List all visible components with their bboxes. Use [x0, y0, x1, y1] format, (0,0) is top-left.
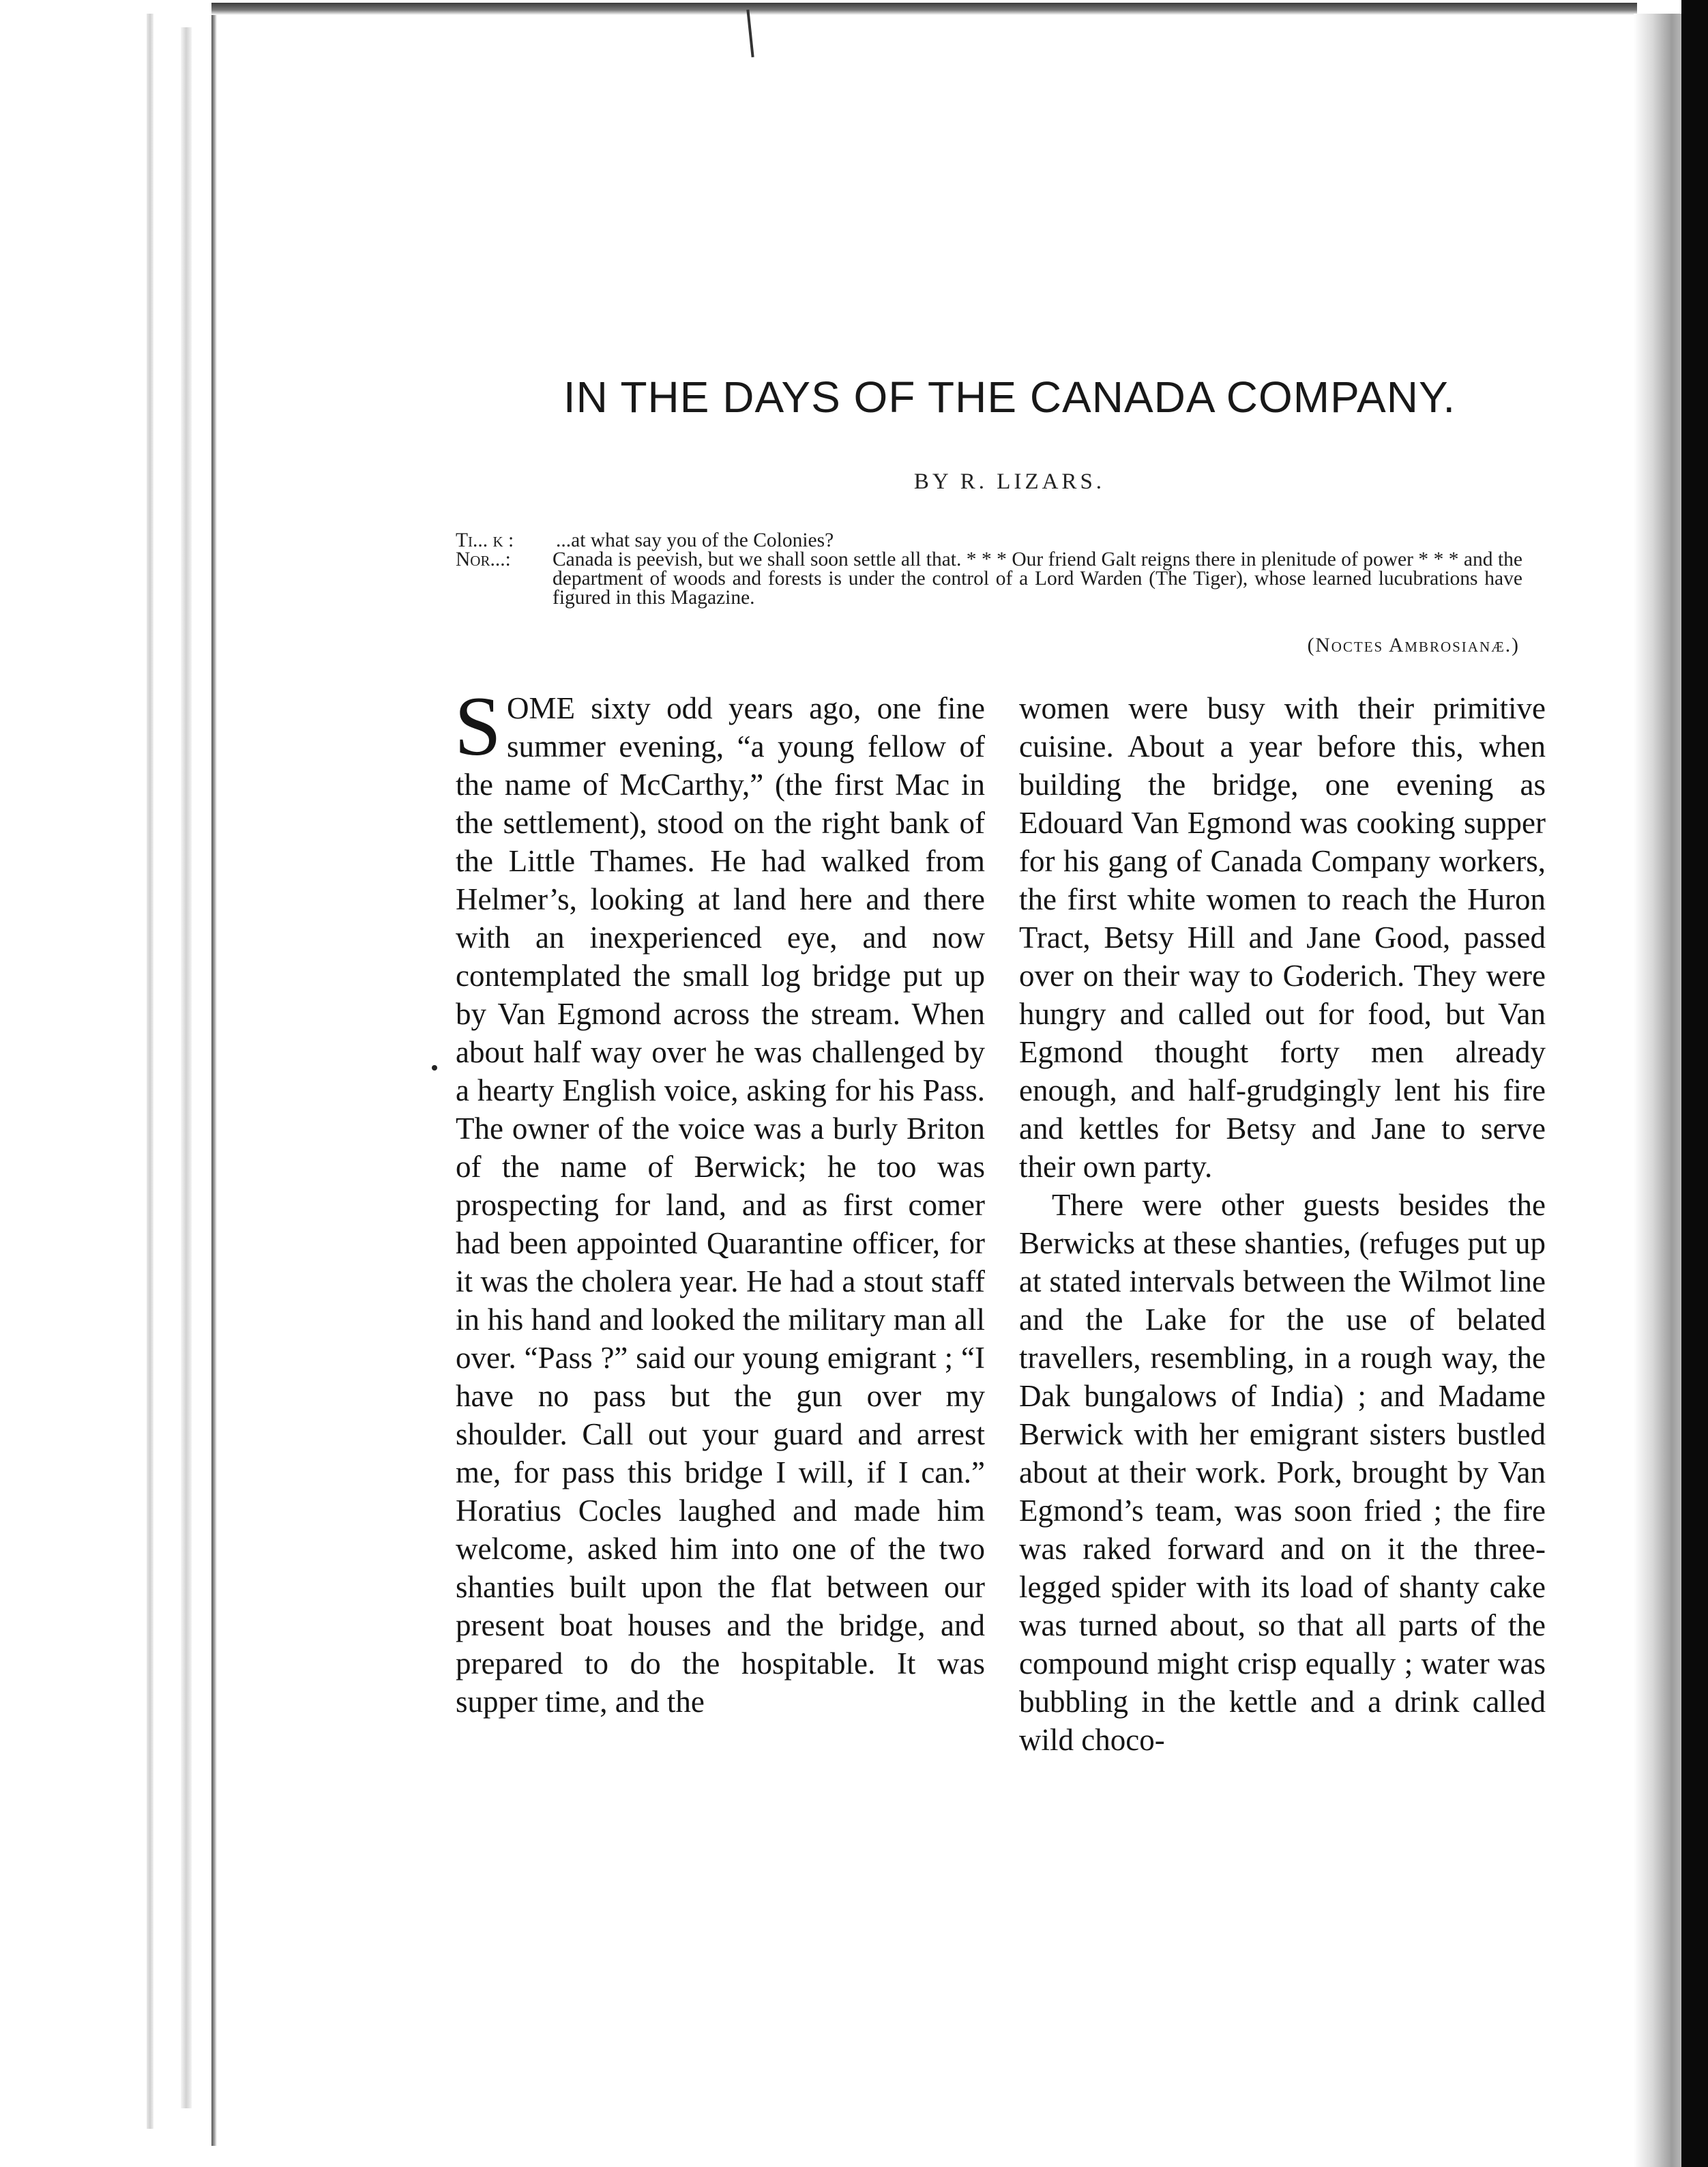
margin-speck [432, 1065, 437, 1071]
body-column-right [1019, 689, 1546, 1759]
body-column-left [454, 680, 985, 1721]
epigraph-line-1: ...at what say you of the Colonies? [556, 529, 834, 551]
page-right-shadow [1634, 14, 1681, 2167]
article-title: IN THE DAYS OF THE CANADA COMPANY. [563, 373, 1456, 422]
epigraph-source: (Noctes Ambrosianæ.) [1307, 635, 1520, 656]
body-paragraph: women were busy with their primitive cuisine. About a year before this, when building the bridge, one evening as Edouard Van Egmond was cooking supper for his gang of Canada Company workers, the first white women to reach the Huron Tract, Betsy Hill and Jane Good, passed over on their way to Goderich. They were hungry and called out for food, but Van Egmond thought forty men already enough, and half-grudgingly lent his fire and kettles for Betsy and Jane to serve their own party. [1019, 691, 1546, 1184]
page-tear-mark [746, 10, 754, 57]
page-binding-shadow-inner [181, 27, 192, 2108]
opening-small-caps: OME [506, 691, 575, 725]
epigraph-speaker-2: Nor...: [456, 549, 511, 570]
article-byline: BY R. LIZARS. [913, 469, 1106, 494]
epigraph-line-2: Canada is peevish, but we shall soon settle all that. * * * Our friend Galt reigns there in plenitude of power * * * and the department of woods and forests is under the control of a Lord Warden (The Tiger), whose learned lucubrations have figured in this Magazine. [553, 549, 1522, 609]
page-right-edge [1681, 0, 1708, 2167]
body-paragraph-text: sixty odd years ago, one fine summer evening, “a young fellow of the name of McCarthy,” (the first Mac in the settlement), stood on the right bank of the Little Thames. He had walked from Helmer’s, looking at land here and there with an inexperienced eye, and now contemplated the small log bridge put up by Van Egmond across the stream. When about half way over he was challenged by a hearty English voice, asking for his Pass. The owner of the voice was a burly Briton of the name of Berwick; he too was prospecting for land, and as first comer had been appointed Quarantine officer, for it was the cholera year. He had a stout staff in his hand and looked the military man all over. “Pass ?” said our young emigrant ; “I have no pass but the gun over my shoulder. Call out your guard and arrest me, for pass this bridge I will, if I can.” Horatius Cocles laughed and made him welcome, asked him into one of the two shanties built upon the flat between our present boat houses and the bridge, and prepared to do the hospitable. It was supper time, and the [456, 691, 985, 1719]
epigraph-speaker-1: Ti... k : [456, 529, 514, 551]
body-paragraph: There were other guests besides the Berwicks at these shanties, (refuges put up at stated intervals between the Wilmot line and the Lake for the use of belated travellers, resembling, in a rough way, the Dak bungalows of India) ; and Madame Berwick with her emigrant sisters bustled about at their work. Pork, brought by Van Egmond’s team, was soon fried ; the fire was raked forward and on it the three-legged spider with its load of shanty cake was turned about, so that all parts of the compound might crisp equally ; water was bubbling in the kettle and a drink called wild choco- [1019, 1188, 1546, 1757]
drop-cap: S [454, 680, 501, 773]
page-binding-shadow [147, 14, 153, 2129]
page-top-edge [211, 3, 1637, 15]
body-paragraph [454, 680, 985, 1721]
page-left-edge [211, 10, 217, 2146]
